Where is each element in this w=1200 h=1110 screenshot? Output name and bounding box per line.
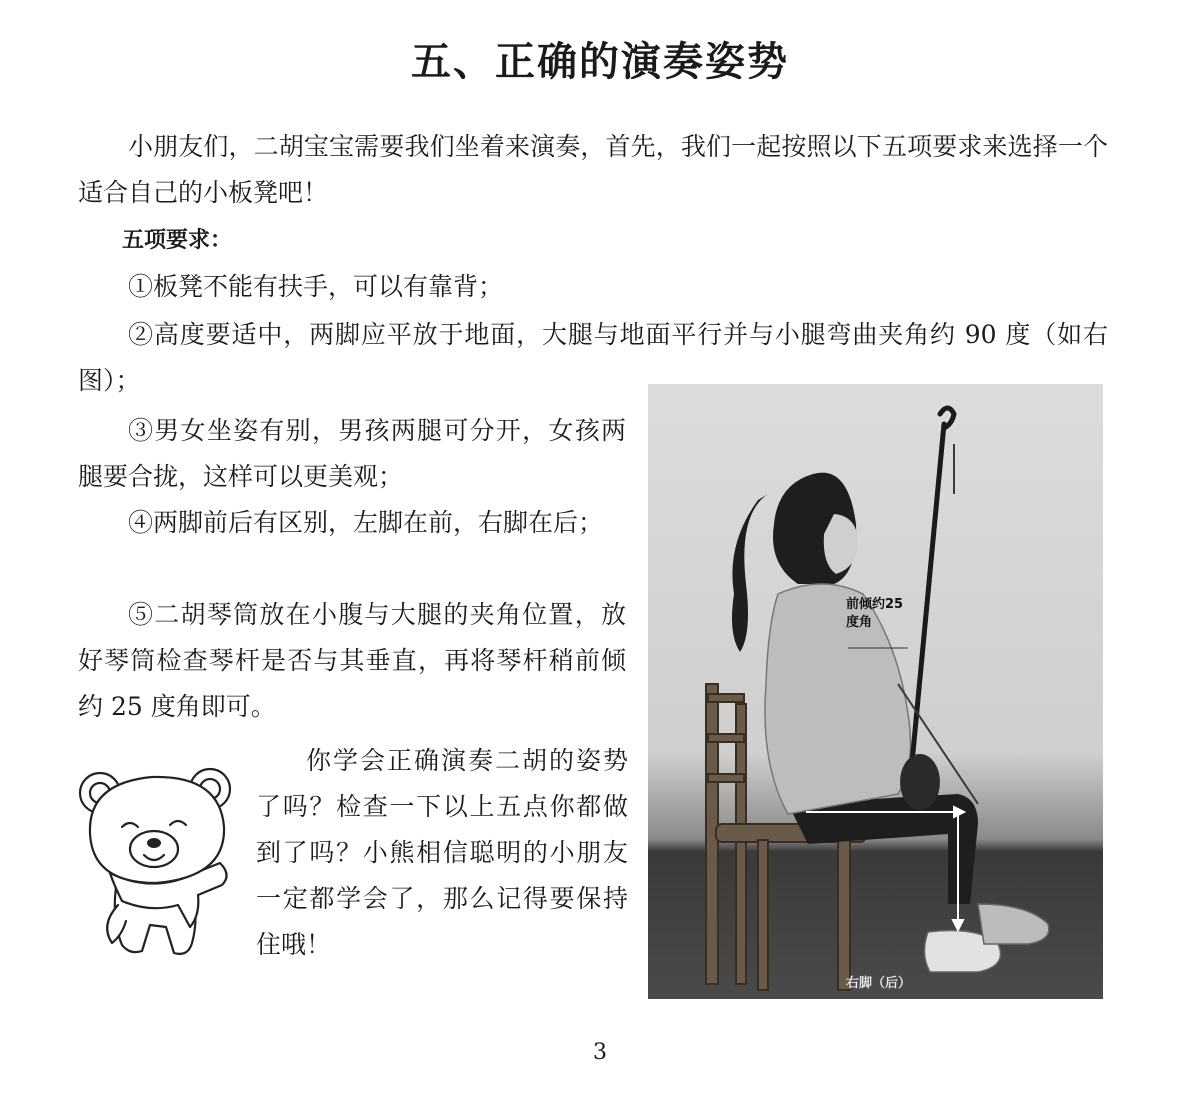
- tilt-angle-label: 前倾约25度角: [846, 597, 904, 630]
- intro-paragraph: 小朋友们，二胡宝宝需要我们坐着来演奏，首先，我们一起按照以下五项要求来选择一个适合自己的小板凳吧！: [78, 132, 1108, 207]
- page-title: 五、正确的演奏姿势: [411, 39, 789, 85]
- bear-illustration: [70, 755, 240, 965]
- requirement-4: ④两脚前后有区别，左脚在前，右脚在后；: [128, 508, 604, 537]
- posture-photo: [648, 384, 1103, 999]
- bear-paragraph: 你学会正确演奏二胡的姿势了吗？检查一下以上五点你都做到了吗？小熊相信聪明的小朋友一定都学会了，那么记得要保持住哦！: [256, 746, 628, 959]
- requirements-heading: 五项要求：: [122, 228, 233, 253]
- right-foot-label: 右脚（后）: [846, 976, 912, 991]
- requirement-1: ①板凳不能有扶手，可以有靠背；: [128, 272, 504, 301]
- requirement-3: ③男女坐姿有别，男孩两腿可分开，女孩两腿要合拢，这样可以更美观；: [78, 416, 626, 491]
- requirement-2: ②高度要适中，两脚应平放于地面，大腿与地面平行并与小腿弯曲夹角约 90 度（如右图）；: [78, 320, 1108, 395]
- page-number: 3: [593, 1040, 607, 1065]
- requirement-5: ⑤二胡琴筒放在小腹与大腿的夹角位置，放好琴筒检查琴杆是否与其垂直，再将琴杆稍前倾约 25 度角即可。: [78, 600, 626, 721]
